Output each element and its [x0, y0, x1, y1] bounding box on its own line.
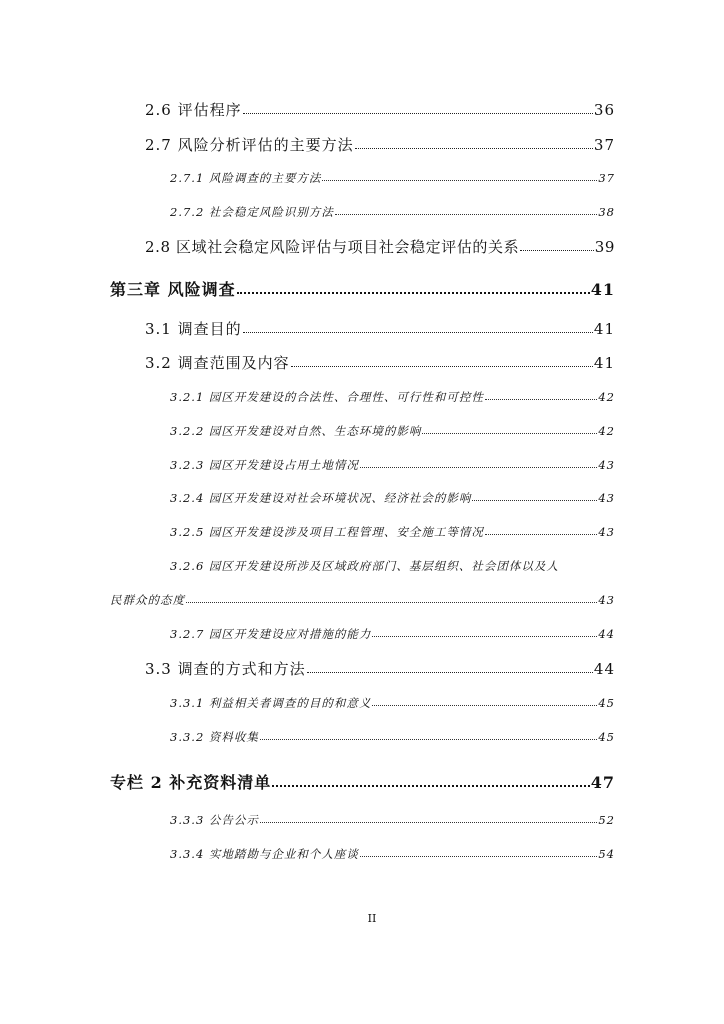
toc-entry-3-2-6-line1[interactable]: 3.2.6 园区开发建设所涉及区域政府部门、基层组织、社会团体以及人: [170, 559, 559, 573]
toc-entry-2-6[interactable]: 2.6 评估程序 36: [145, 101, 615, 119]
toc-entry-3-3[interactable]: 3.3 调查的方式和方法 44: [145, 660, 615, 678]
toc-entry-3-3-4[interactable]: 3.3.4 实地踏勘与企业和个人座谈 54: [170, 847, 615, 861]
toc-column-2[interactable]: 专栏 2 补充资料清单 47: [110, 773, 615, 792]
toc-entry-3-2-2[interactable]: 3.2.2 园区开发建设对自然、生态环境的影响 42: [170, 424, 615, 438]
toc-entry-3-2-5[interactable]: 3.2.5 园区开发建设涉及项目工程管理、安全施工等情况 43: [170, 525, 615, 539]
toc-entry-2-7-1[interactable]: 2.7.1 风险调查的主要方法 37: [170, 171, 615, 185]
toc-entry-3-2-6-line2[interactable]: 民群众的态度 43: [110, 593, 615, 607]
toc-entry-3-1[interactable]: 3.1 调查目的 41: [145, 320, 615, 338]
toc-entry-3-3-3[interactable]: 3.3.3 公告公示 52: [170, 813, 615, 827]
toc-entry-3-2-4[interactable]: 3.2.4 园区开发建设对社会环境状况、经济社会的影响 43: [170, 491, 615, 505]
toc-entry-2-7[interactable]: 2.7 风险分析评估的主要方法 37: [145, 136, 615, 154]
toc-entry-3-2-1[interactable]: 3.2.1 园区开发建设的合法性、合理性、可行性和可控性 42: [170, 390, 615, 404]
toc-entry-3-3-1[interactable]: 3.3.1 利益相关者调查的目的和意义 45: [170, 696, 615, 710]
toc-chapter-3[interactable]: 第三章 风险调查 41: [110, 280, 615, 299]
toc-entry-2-8[interactable]: 2.8 区域社会稳定风险评估与项目社会稳定评估的关系 39: [145, 238, 615, 256]
toc-entry-3-2-3[interactable]: 3.2.3 园区开发建设占用土地情况 43: [170, 458, 615, 472]
toc-entry-3-3-2[interactable]: 3.3.2 资料收集 45: [170, 730, 615, 744]
toc-entry-2-7-2[interactable]: 2.7.2 社会稳定风险识别方法 38: [170, 205, 615, 219]
toc-entry-3-2-7[interactable]: 3.2.7 园区开发建设应对措施的能力 44: [170, 627, 615, 641]
toc-entry-3-2[interactable]: 3.2 调查范围及内容 41: [145, 354, 615, 372]
page-number: II: [367, 912, 377, 925]
